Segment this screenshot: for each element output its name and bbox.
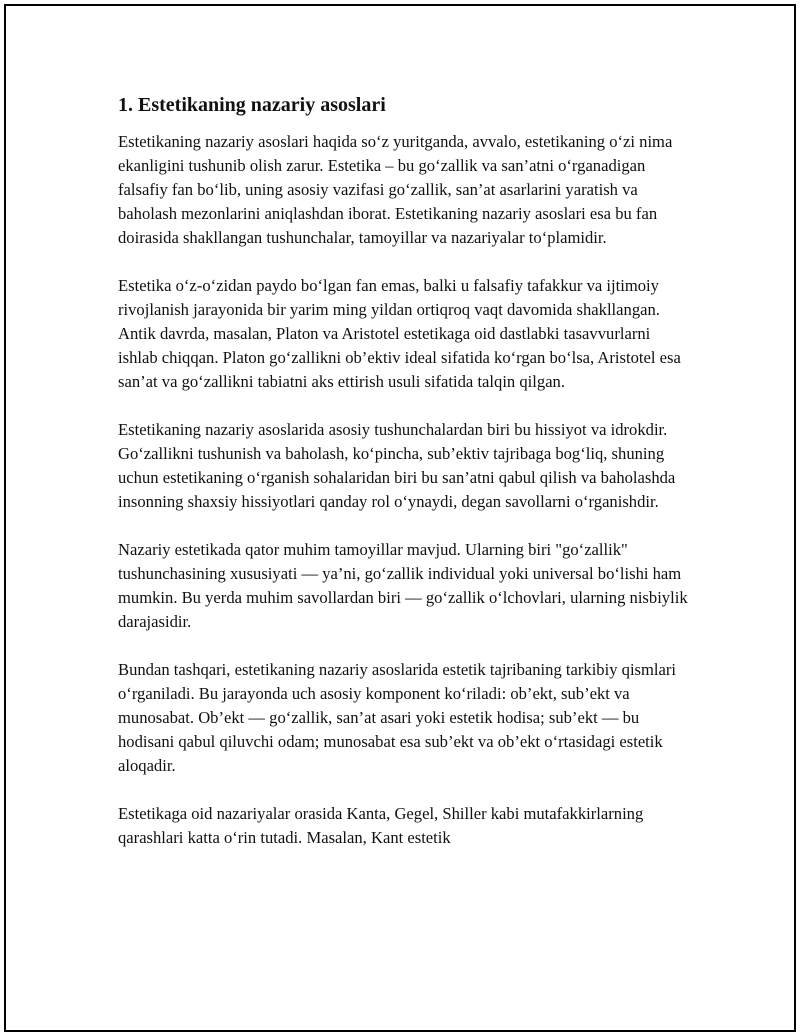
paragraph-5: Bundan tashqari, estetikaning nazariy asoslarida estetik tajribaning tarkibiy qismlari o‘rganiladi. Bu jarayonda uch asosiy komponent ko‘riladi: ob’ekt, sub’ekt va munosabat. Ob’ekt — go‘zallik, san’at asari yoki estetik hodisa; sub’ekt — bu hodisani qabul qiluvchi odam; munosabat esa sub’ekt va ob’ekt o‘rtasidagi estetik aloqadir.: [118, 660, 677, 775]
paragraph-6: Estetikaga oid nazariyalar orasida Kanta, Gegel, Shiller kabi mutafakkirlarning qarashlari katta o‘rin tutadi. Masalan, Kant estetik: [118, 804, 644, 847]
paragraph-2: Estetika o‘z-o‘zidan paydo bo‘lgan fan emas, balki u falsafiy tafakkur va ijtimoiy rivojlanish jarayonida bir yarim ming yildan ortiqroq vaqt davomida shakllangan. Antik davrda, masalan, Platon va Aristotel estetikaga oid dastlabki tasavvurlarni ishlab chiqqan. Platon go‘zallikni ob’ektiv ideal sifatida ko‘rgan bo‘lsa, Aristotel esa san’at va go‘zallikni tabiatni aks ettirish usuli sifatida talqin qilgan.: [118, 276, 681, 391]
document-body: [118, 92, 688, 874]
paragraph-1: Estetikaning nazariy asoslari haqida so‘z yuritganda, avvalo, estetikaning o‘zi nima ekanligini tushunib olish zarur. Estetika – bu go‘zallik va san’atni o‘rganadigan falsafiy fan bo‘lib, uning asosiy vazifasi go‘zallik, san’at asarlarini yaratish va baholash mezonlarini aniqlashdan iborat. Estetikaning nazariy asoslari esa bu fan doirasida shakllangan tushunchalar, tamoyillar va nazariyalar to‘plamidir.: [118, 132, 673, 247]
paragraph-3: Estetikaning nazariy asoslarida asosiy tushunchalardan biri bu hissiyot va idrokdir. Go‘zallikni tushunish va baholash, ko‘pincha, sub’ektiv tajribaga bog‘liq, shuning uchun estetikaning o‘rganish sohalaridan biri bu san’atni qabul qilish va baholashda insonning shaxsiy hissiyotlari qanday rol o‘ynaydi, degan savollarni o‘rganishdir.: [118, 420, 676, 511]
paragraph-4: Nazariy estetikada qator muhim tamoyillar mavjud. Ularning biri "go‘zallik" tushunchasining xususiyati — ya’ni, go‘zallik individual yoki universal bo‘lishi ham mumkin. Bu yerda muhim savollardan biri — go‘zallik o‘lchovlari, ularning nisbiylik darajasidir.: [118, 540, 688, 631]
section-heading: 1. Estetikaning nazariy asoslari: [118, 94, 386, 116]
